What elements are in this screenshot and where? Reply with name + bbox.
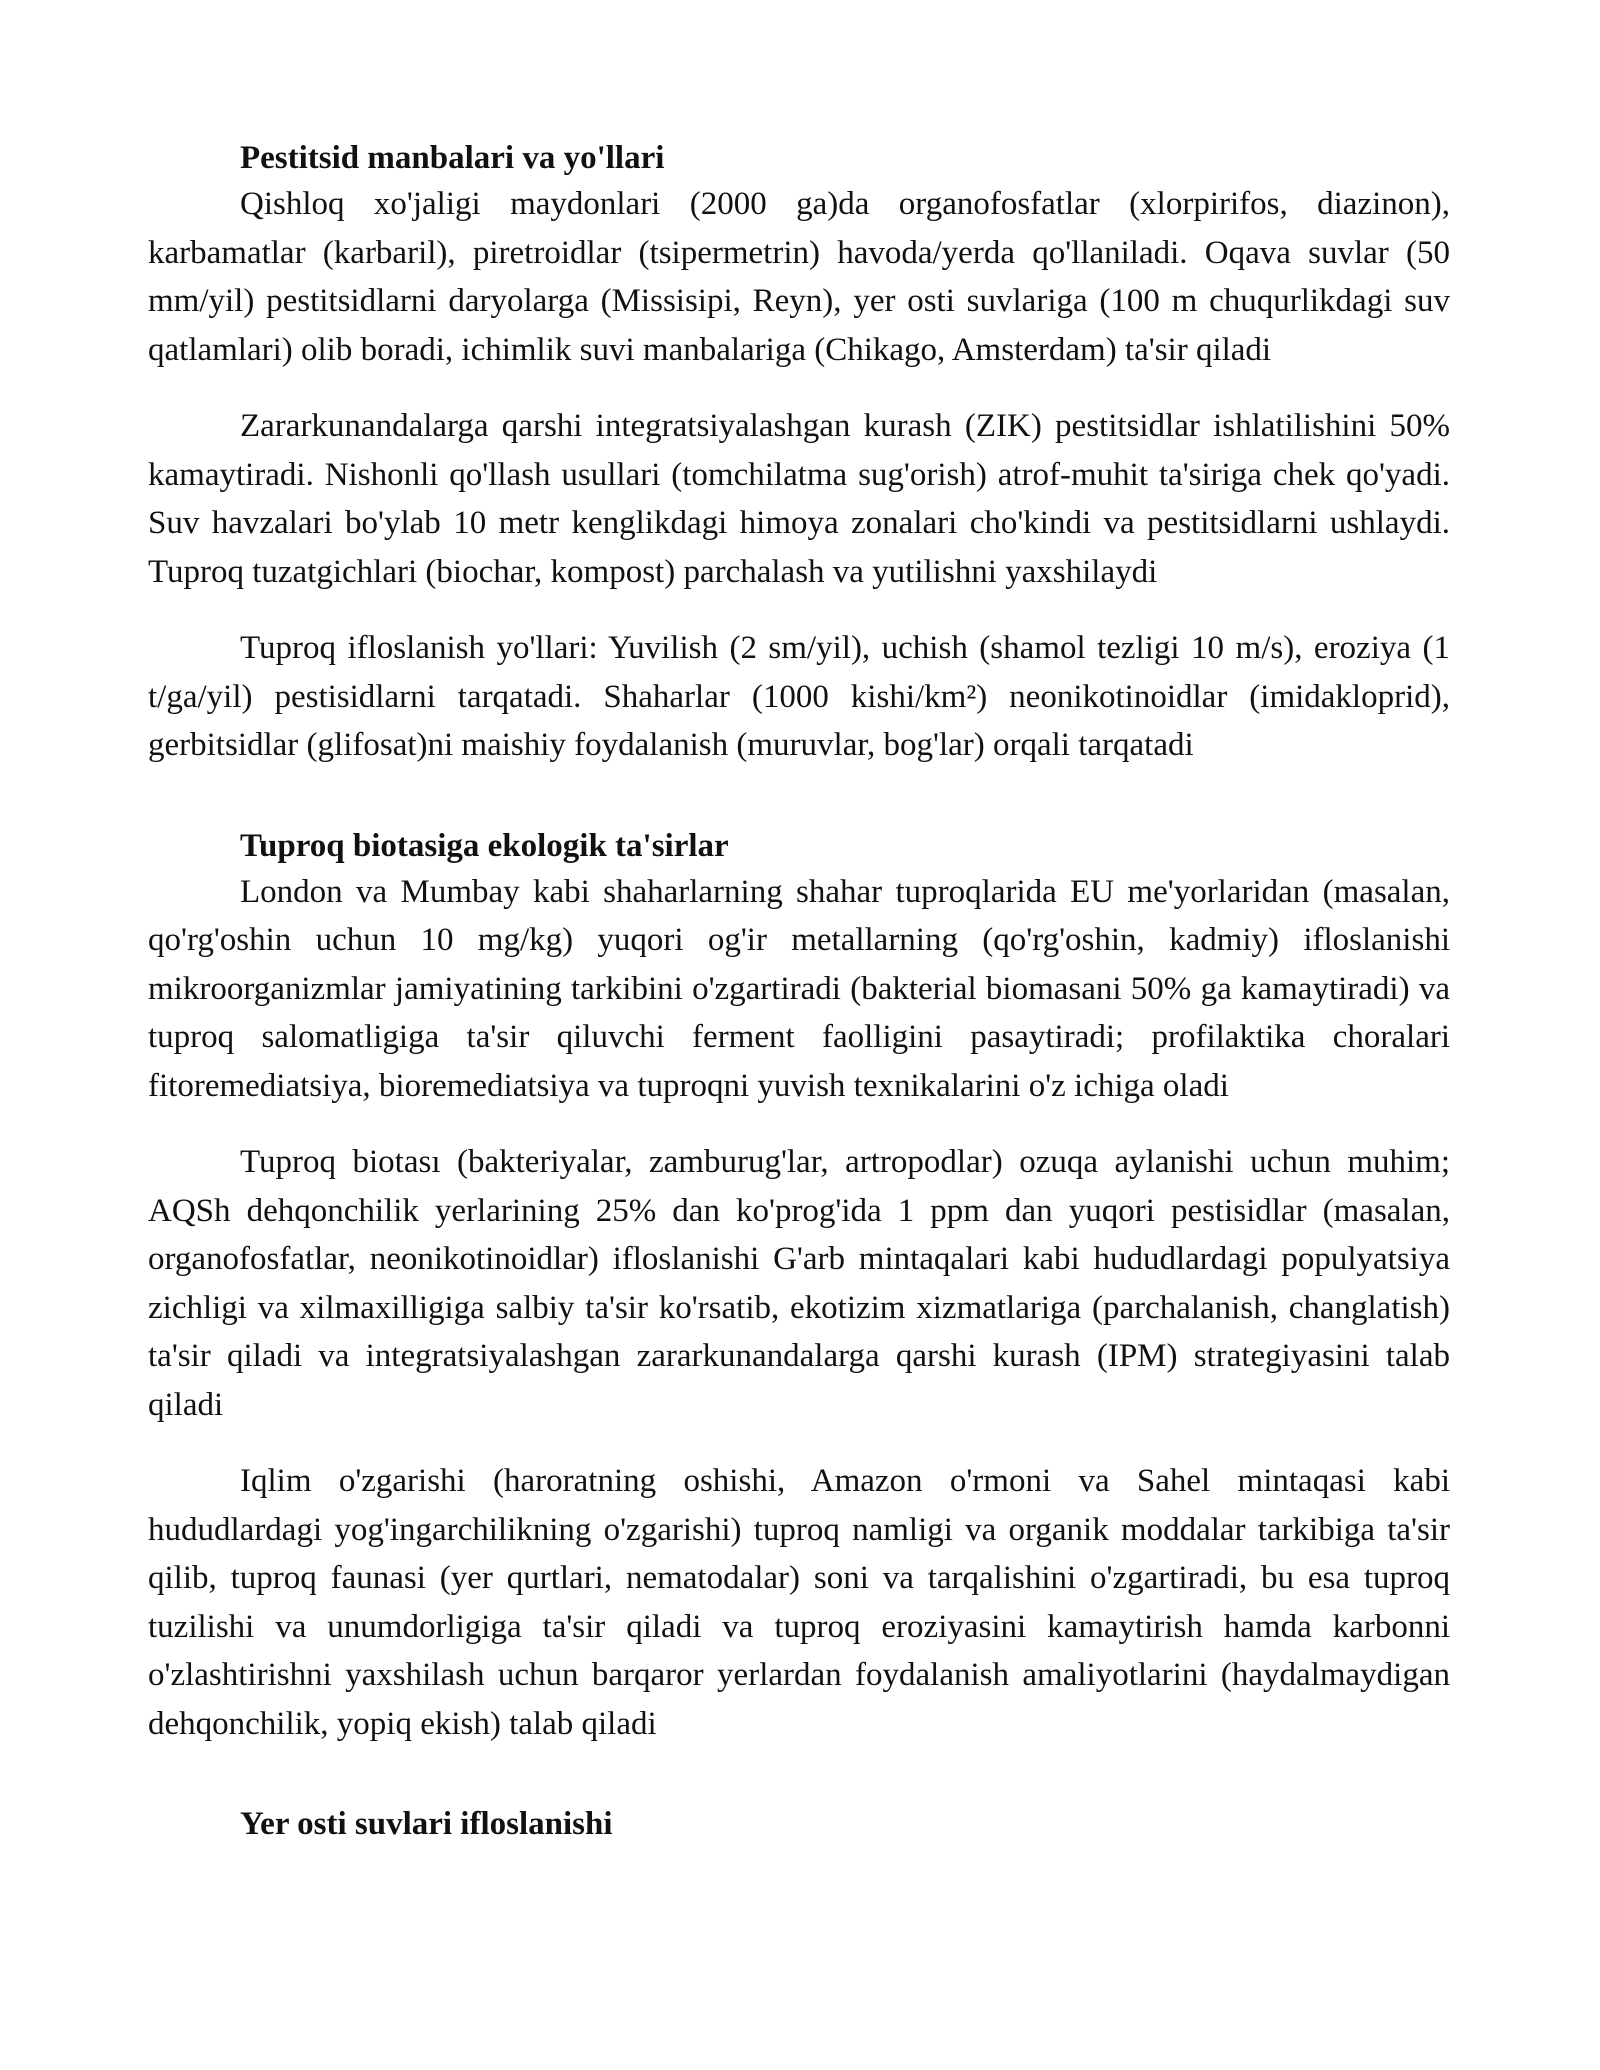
paragraph: London va Mumbay kabi shaharlarning shahar tuproqlarida EU me'yorlaridan (masalan, qo'rg'oshin uchun 10 mg/kg) yuqori og'ir metallarning (qo'rg'oshin, kadmiy) ifloslanishi mikroorganizmlar jamiyatining tarkibini o'zgartiradi (bakterial biomasani 50% ga kamaytiradi) va tuproq salomatligiga ta'sir qiluvchi ferment faolligini pasaytiradi; profilaktika choralari fitoremediatsiya, bioremediatsiya va tuproqni yuvish texnikalarini o'z ichiga oladi [148,873,1450,1104]
document-page [148,136,1450,1846]
section-spacer [148,1748,1450,1802]
section-heading: Yer osti suvlari ifloslanishi [240,1806,613,1842]
paragraph: Iqlim o'zgarishi (haroratning oshishi, Amazon o'rmoni va Sahel mintaqasi kabi hududlardagi yog'ingarchilikning o'zgarishi) tuproq namligi va organik moddalar tarkibiga ta'sir qilib, tuproq faunasi (yer qurtlari, nematodalar) soni va tarqalishini o'zgartiradi, bu esa tuproq tuzilishi va unumdorligiga ta'sir qiladi va tuproq eroziyasini kamaytirish hamda karbonni o'zlashtirishni yaxshilash uchun barqaror yerlardan foydalanish amaliyotlarini (haydalmaydigan dehqonchilik, yopiq ekish) talab qiladi [148,1463,1450,1742]
paragraph-spacer [148,374,1450,402]
paragraph-spacer [148,596,1450,624]
paragraph: Qishloq xo'jaligi maydonlari (2000 ga)da organofosfatlar (xlorpirifos, diazinon), karbamatlar (karbaril), piretroidlar (tsipermetrin) havoda/yerda qo'llaniladi. Oqava suvlar (50 mm/yil) pestitsidlarni daryolarga (Missisipi, Reyn), yer osti suvlariga (100 m chuqurlikdagi suv qatlamlari) olib boradi, ichimlik suvi manbalariga (Chikago, Amsterdam) ta'sir qiladi [148,186,1450,368]
section-heading: Tuproq biotasiga ekologik ta'sirlar [240,827,729,864]
paragraph: Zararkunandalarga qarshi integratsiyalashgan kurash (ZIK) pestitsidlar ishlatilishini 50% kamaytiradi. Nishonli qo'llash usullari (tomchilatma sug'orish) atrof-muhit ta'siriga chek qo'yadi. Suv havzalari bo'ylab 10 metr kenglikdagi himoya zonalari cho'kindi va pestitsidlarni ushlaydi. Tuproq tuzatgichlari (biochar, kompost) parchalash va yutilishni yaxshilaydi [148,408,1450,590]
paragraph: Tuproq biotası (bakteriyalar, zamburug'lar, artropodlar) ozuqa aylanishi uchun muhim; AQSh dehqonchilik yerlarining 25% dan ko'prog'ida 1 ppm dan yuqori pestisidlar (masalan, organofosfatlar, neonikotinoidlar) ifloslanishi G'arb mintaqalari kabi hududlardagi populyatsiya zichligi va xilmaxilligiga salbiy ta'sir ko'rsatib, ekotizim xizmatlariga (parchalanish, changlatish) ta'sir qiladi va integratsiyalashgan zararkunandalarga qarshi kurash (IPM) strategiyasini talab qiladi [148,1144,1450,1423]
paragraph: Tuproq ifloslanish yo'llari: Yuvilish (2 sm/yil), uchish (shamol tezligi 10 m/s), eroziya (1 t/ga/yil) pestisidlarni tarqatadi. Shaharlar (1000 kishi/km²) neonikotinoidlar (imidakloprid), gerbitsidlar (glifosat)ni maishiy foydalanish (muruvlar, bog'lar) orqali tarqatadi [148,630,1450,763]
paragraph-spacer [148,1429,1450,1457]
section-spacer [148,770,1450,824]
section-heading: Pestitsid manbalari va yo'llari [240,140,665,176]
paragraph-spacer [148,1110,1450,1138]
